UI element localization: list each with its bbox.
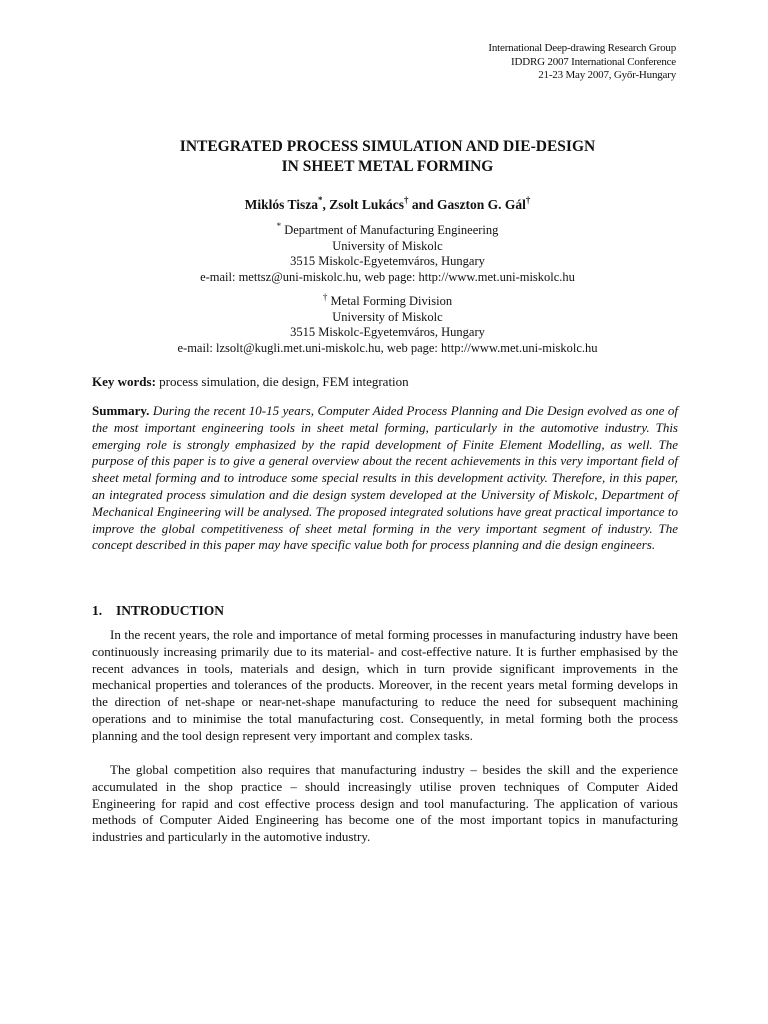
affiliation-1-address: 3515 Miskolc-Egyetemváros, Hungary — [290, 254, 485, 269]
affiliation-2 — [80, 294, 695, 356]
title-line-2: IN SHEET METAL FORMING — [281, 158, 494, 175]
keywords-text: process simulation, die design, FEM integration — [155, 374, 409, 389]
affiliation-1 — [80, 223, 695, 285]
summary-text: During the recent 10-15 years, Computer Aided Process Planning and Die Design evolved as one of the most important engineering tools in sheet metal forming, particularly in the automotive industry. This emerging role is strongly emphasized by the rapid development of Finite Element Modelling, as well. The purpose of this paper is to give a general overview about the recent achievements in this very important field of sheet metal forming and to introduce some special results in this development activity. Therefore, in this paper, an integrated process simulation and die design system developed at the University of Miskolc, Department of Mechanical Engineering will be analysed. The proposed integrated solutions have great practical importance to improve the global competitiveness of sheet metal forming in the very important segment of industry. The concept described in this paper may have specific value both for process planning and die design engineers. — [92, 403, 678, 553]
section-number: 1. — [92, 603, 103, 618]
keywords-label: Key words: — [92, 374, 156, 389]
affiliation-2-address: 3515 Miskolc-Egyetemváros, Hungary — [290, 325, 485, 340]
author-name-2: , Zsolt Lukács — [322, 197, 404, 212]
affiliation-1-contact: e-mail: mettsz@uni-miskolc.hu, web page: http://www.met.uni-miskolc.hu — [200, 269, 575, 284]
affiliation-2-department: Metal Forming Division — [330, 294, 453, 308]
author-name-1: Miklós Tisza — [244, 197, 319, 212]
affiliation-1-university: University of Miskolc — [332, 238, 443, 253]
paper-title — [80, 137, 695, 177]
introduction-paragraph-2: The global competition also requires that manufacturing industry – besides the skill and the experience accumulated in the shop practice – should increasingly utilise proven techniques of Computer Aided Engineering for rapid and cost effective process design and tool manufacturing. The application of various methods of Computer Aided Engineering has become one of the most important topics in manufacturing industries and particularly in the automotive industry. — [92, 762, 678, 845]
summary-label: Summary. — [92, 403, 150, 418]
affiliation-2-department-line — [80, 294, 695, 310]
title-line-1: INTEGRATED PROCESS SIMULATION AND DIE-DESIGN — [179, 138, 596, 155]
section-heading-introduction — [92, 603, 224, 619]
abstract-summary — [92, 403, 678, 554]
introduction-paragraph-1: In the recent years, the role and importance of metal forming processes in manufacturing industry have been continuously increasing primarily due to its material- and cost-effective nature. It is further emphasised by the recent advances in tools, materials and design, which in turn provide significant improvements in the mechanical properties and tolerances of the products. Moreover, in the recent years metal forming develops in the direction of net-shape or near-net-shape manufacturing to reduce the need for subsequent machining operations and to minimise the total manufacturing cost. Consequently, in metal forming both the process planning and the tool design represent very important and complex tasks. — [92, 627, 678, 743]
section-title: INTRODUCTION — [116, 603, 225, 618]
affiliation-2-university: University of Miskolc — [332, 309, 443, 324]
header-line-conference: IDDRG 2007 International Conference — [511, 55, 676, 68]
affiliation-2-mark: † — [322, 292, 328, 302]
header-line-organization: International Deep-drawing Research Group — [488, 42, 676, 54]
keywords — [92, 374, 682, 390]
author-list — [80, 196, 695, 214]
header-line-date-location: 21-23 May 2007, Győr-Hungary — [538, 69, 676, 81]
affiliation-1-department: Department of Manufacturing Engineering — [284, 223, 499, 237]
affiliation-1-mark: * — [276, 221, 282, 231]
affiliation-2-contact: e-mail: lzsolt@kugli.met.uni-miskolc.hu, web page: http://www.met.uni-miskolc.hu — [177, 340, 598, 355]
conference-header — [488, 42, 676, 83]
affiliation-1-department-line — [80, 223, 695, 239]
author-mark-2: † — [403, 195, 409, 205]
author-name-3: and Gaszton G. Gál — [408, 197, 526, 212]
author-mark-1: * — [318, 195, 323, 205]
author-mark-3: † — [525, 195, 531, 205]
